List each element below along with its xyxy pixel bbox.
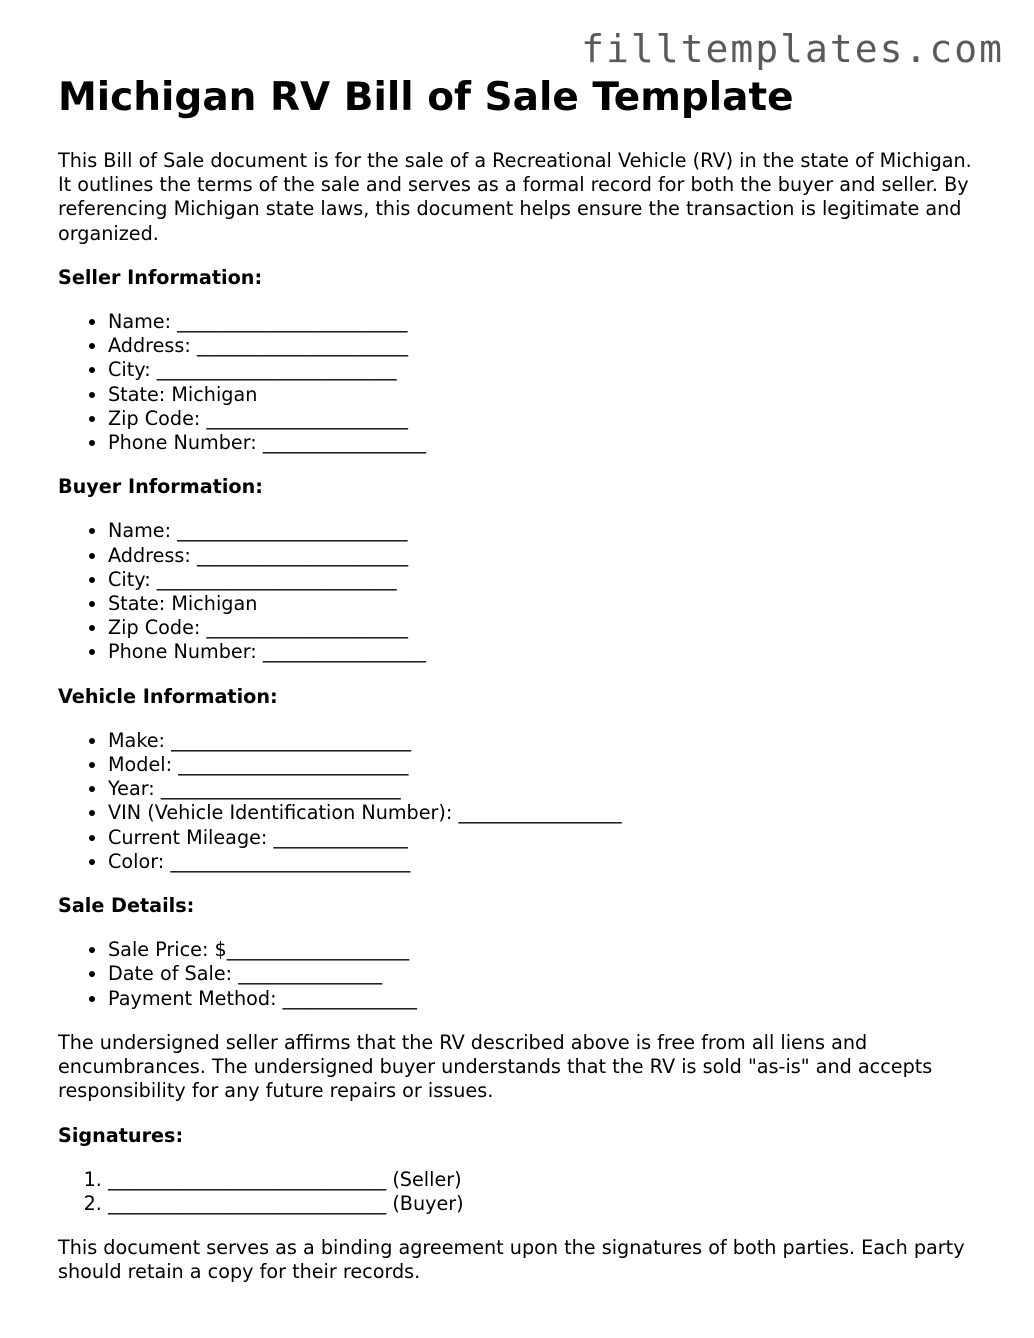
buyer-name-field: • Name: ________________________ bbox=[108, 519, 988, 543]
seller-phone-field: • Phone Number: _________________ bbox=[108, 431, 988, 455]
vehicle-vin-field: • VIN (Vehicle Identification Number): _________________ bbox=[108, 801, 988, 825]
vehicle-year-field: • Year: _________________________ bbox=[108, 777, 988, 801]
buyer-signature-line: 2. _____________________________ (Buyer) bbox=[108, 1192, 988, 1216]
document-page bbox=[58, 76, 988, 1285]
buyer-heading: Buyer Information: bbox=[58, 475, 263, 499]
vehicle-list bbox=[58, 729, 988, 874]
seller-address-field: • Address: ______________________ bbox=[108, 334, 988, 358]
seller-zip-field: • Zip Code: _____________________ bbox=[108, 407, 988, 431]
closing-paragraph: This document serves as a binding agreement upon the signatures of both parties. Each party should retain a copy for their records. bbox=[58, 1236, 965, 1284]
sale-heading: Sale Details: bbox=[58, 894, 195, 918]
seller-name-field: • Name: ________________________ bbox=[108, 310, 988, 334]
sale-price-field: • Sale Price: $___________________ bbox=[108, 938, 988, 962]
watermark: filltemplates.com bbox=[581, 27, 1004, 71]
seller-list bbox=[58, 310, 988, 455]
buyer-state-field: • State: Michigan bbox=[108, 592, 988, 616]
vehicle-mileage-field: • Current Mileage: ______________ bbox=[108, 826, 988, 850]
buyer-address-field: • Address: ______________________ bbox=[108, 544, 988, 568]
buyer-zip-field: • Zip Code: _____________________ bbox=[108, 616, 988, 640]
signatures-heading: Signatures: bbox=[58, 1123, 184, 1147]
sale-date-field: • Date of Sale: _______________ bbox=[108, 962, 988, 986]
seller-city-field: • City: _________________________ bbox=[108, 358, 988, 382]
sale-list bbox=[58, 938, 988, 1011]
vehicle-heading: Vehicle Information: bbox=[58, 684, 278, 708]
vehicle-color-field: • Color: _________________________ bbox=[108, 850, 988, 874]
seller-state-field: • State: Michigan bbox=[108, 383, 988, 407]
buyer-list bbox=[58, 519, 988, 664]
vehicle-make-field: • Make: _________________________ bbox=[108, 729, 988, 753]
vehicle-model-field: • Model: ________________________ bbox=[108, 753, 988, 777]
buyer-city-field: • City: _________________________ bbox=[108, 568, 988, 592]
affirmation-paragraph: The undersigned seller affirms that the RV described above is free from all liens and encumbrances. The undersigned buyer understands that the RV is sold "as-is" and accepts responsibility for any future repairs or issues. bbox=[58, 1030, 933, 1103]
signatures-list bbox=[58, 1168, 988, 1216]
page-title: Michigan RV Bill of Sale Template bbox=[58, 75, 794, 120]
buyer-phone-field: • Phone Number: _________________ bbox=[108, 640, 988, 664]
payment-method-field: • Payment Method: ______________ bbox=[108, 987, 988, 1011]
intro-paragraph: This Bill of Sale document is for the sale of a Recreational Vehicle (RV) in the state of Michigan. It outlines the terms of the sale and serves as a formal record for both the buyer and seller. By referencing Michigan state laws, this document helps ensure the transaction is legitimate and organized. bbox=[58, 149, 972, 245]
seller-heading: Seller Information: bbox=[58, 265, 263, 289]
seller-signature-line: 1. _____________________________ (Seller) bbox=[108, 1168, 988, 1192]
